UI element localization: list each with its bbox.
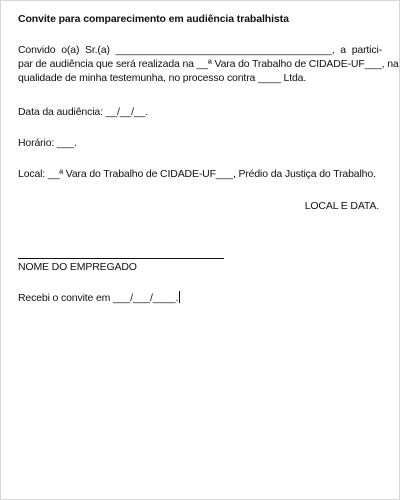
employee-name-label: NOME DO EMPREGADO: [18, 261, 137, 273]
hearing-date-line: Data da audiência: __/__/__.: [18, 106, 149, 118]
hearing-location-line: Local: __ª Vara do Trabalho de CIDADE-UF___, Prédio da Justiça do Trabalho.: [18, 168, 376, 180]
text-cursor: [179, 291, 180, 303]
hearing-time-line: Horário: ___.: [18, 137, 77, 149]
receipt-line[interactable]: [18, 291, 180, 304]
invitation-line: Convido o(a) Sr.(a) ______________________________________, a partici-: [18, 44, 382, 56]
place-and-date: LOCAL E DATA.: [304, 200, 379, 212]
receipt-text: Recebi o convite em ___/___/____.: [18, 292, 179, 304]
invitation-paragraph: [18, 43, 399, 85]
document-title: Convite para comparecimento em audiência trabalhista: [18, 13, 289, 25]
signature-line: [18, 258, 224, 259]
invitation-line: qualidade de minha testemunha, no processo contra ____ Ltda.: [18, 72, 307, 84]
invitation-line: par de audiência que será realizada na __ª Vara do Trabalho de CIDADE-UF___, na: [18, 58, 399, 70]
